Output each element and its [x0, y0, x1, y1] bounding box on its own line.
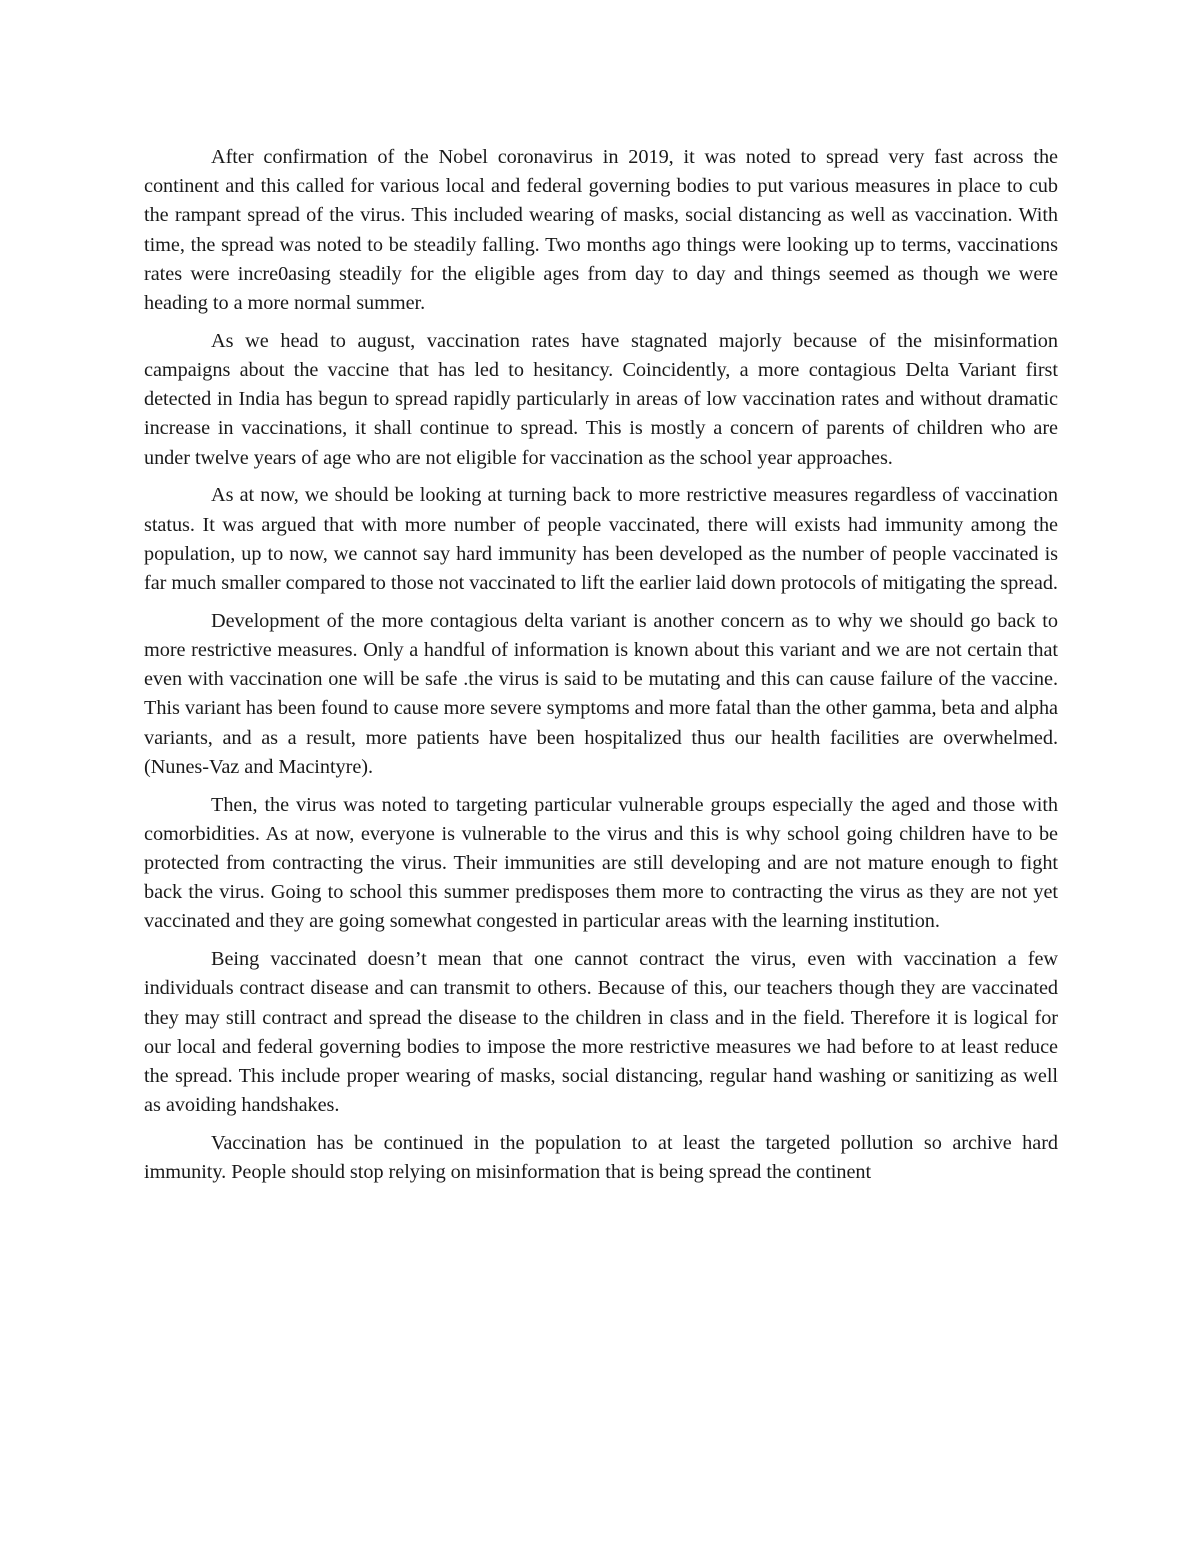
document-body [144, 143, 1058, 1196]
paragraph-4: Development of the more contagious delta variant is another concern as to why we should go back to more restrictive measures. Only a handful of information is known about this variant and we are not certain that even with vaccination one will be safe .the virus is said to be mutating and this can cause failure of the vaccine. This variant has been found to cause more severe symptoms and more fatal than the other gamma, beta and alpha variants, and as a result, more patients have been hospitalized thus our health facilities are overwhelmed. (Nunes-Vaz and Macintyre). [144, 609, 1058, 778]
paragraph-3: As at now, we should be looking at turning back to more restrictive measures regardless of vaccination status. It was argued that with more number of people vaccinated, there will exists had immunity among the population, up to now, we cannot say hard immunity has been developed as the number of people vaccinated is far much smaller compared to those not vaccinated to lift the earlier laid down protocols of mitigating the spread. [144, 484, 1058, 595]
paragraph-7: Vaccination has be continued in the population to at least the targeted pollution so archive hard immunity. People should stop relying on misinformation that is being spread the continent [144, 1132, 1058, 1184]
paragraph-1: After confirmation of the Nobel coronavirus in 2019, it was noted to spread very fast across the continent and this called for various local and federal governing bodies to put various measures in place to cub the rampant spread of the virus. This included wearing of masks, social distancing as well as vaccination. With time, the spread was noted to be steadily falling. Two months ago things were looking up to terms, vaccinations rates were incre0asing steadily for the eligible ages from day to day and things seemed as though we were heading to a more normal summer. [144, 146, 1058, 315]
paragraph-5: Then, the virus was noted to targeting particular vulnerable groups especially the aged and those with comorbidities. As at now, everyone is vulnerable to the virus and this is why school going children have to be protected from contracting the virus. Their immunities are still developing and are not mature enough to fight back the virus. Going to school this summer predisposes them more to contracting the virus as they are not yet vaccinated and they are going somewhat congested in particular areas with the learning institution. [144, 793, 1058, 933]
paragraph-2: As we head to august, vaccination rates have stagnated majorly because of the misinformation campaigns about the vaccine that has led to hesitancy. Coincidently, a more contagious Delta Variant first detected in India has begun to spread rapidly particularly in areas of low vaccination rates and without dramatic increase in vaccinations, it shall continue to spread. This is mostly a concern of parents of children who are under twelve years of age who are not eligible for vaccination as the school year approaches. [144, 329, 1058, 469]
paragraph-6: Being vaccinated doesn’t mean that one cannot contract the virus, even with vaccination a few individuals contract disease and can transmit to others. Because of this, our teachers though they are vaccinated they may still contract and spread the disease to the children in class and in the field. Therefore it is logical for our local and federal governing bodies to impose the more restrictive measures we had before to at least reduce the spread. This include proper wearing of masks, social distancing, regular hand washing or sanitizing as well as avoiding handshakes. [144, 948, 1058, 1117]
